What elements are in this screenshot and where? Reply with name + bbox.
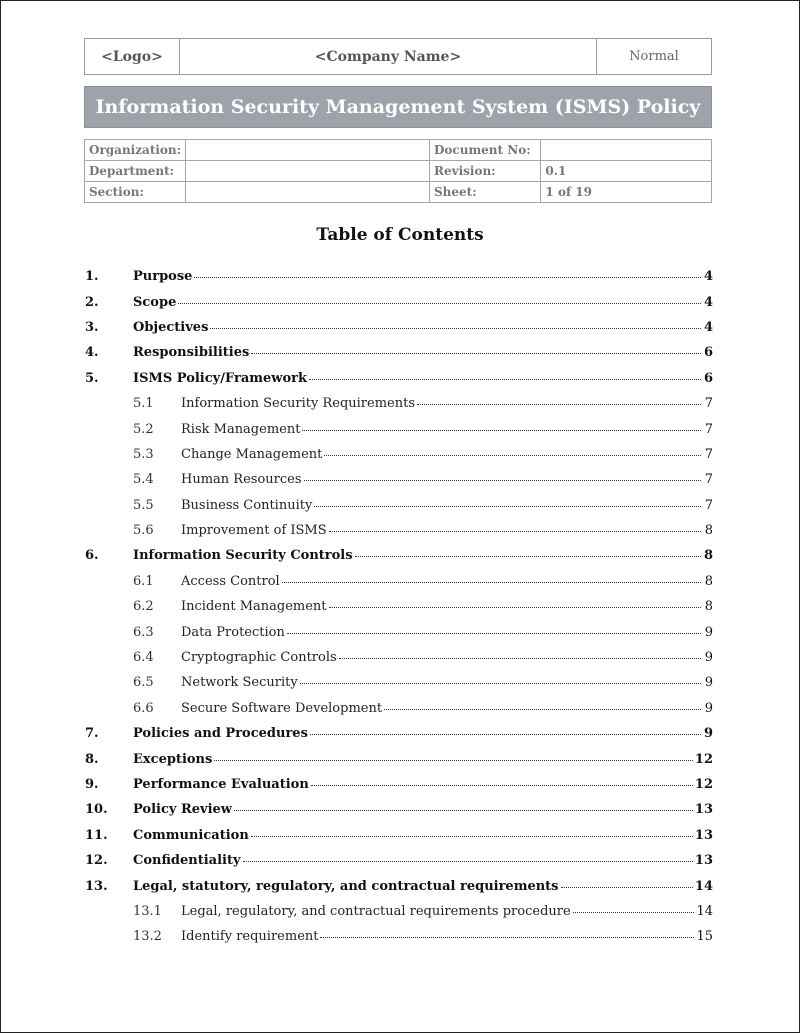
toc-entry[interactable]	[85, 746, 713, 771]
toc-dot-leader	[302, 420, 701, 431]
toc-entry[interactable]	[85, 772, 713, 797]
toc-entry-page[interactable]: 9	[704, 675, 713, 691]
toc-entry-line	[181, 396, 713, 411]
toc-entry-title[interactable]: Policy Review	[133, 802, 232, 818]
toc-entry[interactable]	[85, 493, 713, 518]
toc-entry[interactable]	[85, 619, 713, 644]
toc-entry-number: 2.	[85, 294, 99, 310]
toc-entry-line	[181, 929, 713, 944]
toc-entry-page[interactable]: 8	[704, 523, 713, 539]
toc-entry-line	[181, 701, 713, 716]
toc-entry-line	[181, 523, 713, 538]
toc-entry-line	[181, 472, 713, 487]
toc-entry[interactable]	[85, 797, 713, 822]
toc-entry-title[interactable]: Cryptographic Controls	[181, 650, 337, 666]
toc-entry-title[interactable]: Policies and Procedures	[133, 726, 308, 742]
toc-entry-page[interactable]: 4	[703, 294, 713, 310]
toc-entry[interactable]	[85, 366, 713, 391]
toc-entry-page[interactable]: 13	[694, 827, 713, 843]
toc-entry[interactable]	[85, 442, 713, 467]
toc-entry-title[interactable]: Responsibilities	[133, 345, 250, 361]
department-value	[186, 161, 430, 182]
toc-entry[interactable]	[85, 569, 713, 594]
toc-entry-title[interactable]: Objectives	[133, 319, 209, 335]
toc-entry-page[interactable]: 8	[703, 548, 713, 564]
toc-entry-page[interactable]: 6	[703, 345, 713, 361]
document-info-table	[84, 139, 712, 203]
toc-entry[interactable]	[85, 848, 713, 873]
toc-entry-page[interactable]: 9	[704, 650, 713, 666]
toc-entry[interactable]	[85, 670, 713, 695]
toc-entry-title[interactable]: Performance Evaluation	[133, 777, 309, 792]
toc-entry-line	[133, 295, 713, 310]
header-table	[84, 38, 712, 75]
toc-entry-line	[133, 752, 713, 767]
toc-entry-number: 5.4	[133, 472, 154, 488]
toc-entry-line	[181, 422, 713, 437]
classification-label: Normal	[629, 49, 679, 64]
toc-entry-title[interactable]: Exceptions	[133, 751, 213, 767]
toc-entry-title[interactable]: Confidentiality	[133, 853, 241, 869]
toc-entry-number: 12.	[85, 853, 108, 869]
toc-entry-line	[133, 879, 713, 894]
toc-entry-number: 13.1	[133, 903, 162, 919]
toc-entry-line	[133, 371, 713, 386]
toc-entry-number: 6.6	[133, 700, 154, 716]
toc-entry-number: 5.1	[133, 396, 154, 412]
toc-dot-leader	[329, 521, 701, 532]
toc-entry-number: 9.	[85, 777, 99, 792]
toc-entry-number: 5.6	[133, 523, 154, 539]
toc-entry-number: 5.3	[133, 446, 154, 462]
info-row	[85, 161, 712, 182]
toc-entry-title[interactable]: Risk Management	[181, 421, 301, 437]
section-value	[186, 182, 430, 203]
toc-entry-page[interactable]: 13	[694, 853, 713, 869]
toc-entry-page[interactable]: 7	[704, 421, 713, 437]
toc-dot-leader	[384, 699, 701, 710]
toc-entry[interactable]	[85, 289, 713, 314]
toc-entry-page[interactable]: 6	[703, 370, 713, 386]
toc-entry-page[interactable]: 4	[703, 269, 713, 285]
toc-entry-line	[133, 802, 713, 817]
toc-entry-page[interactable]: 15	[696, 929, 713, 945]
toc-entry-line	[133, 269, 713, 284]
toc-dot-leader	[329, 597, 701, 608]
toc-entry-number: 11.	[85, 827, 108, 843]
toc-dot-leader	[324, 445, 701, 456]
toc-entry-number: 3.	[85, 319, 99, 335]
toc-entry-page[interactable]: 4	[703, 319, 713, 335]
company-name: <Company Name>	[180, 39, 597, 74]
toc-dot-leader	[314, 496, 701, 507]
toc-entry-title[interactable]: Legal, regulatory, and contractual requirements procedure	[181, 903, 571, 919]
toc-entry-page[interactable]: 12	[694, 751, 713, 767]
toc-entry[interactable]	[85, 315, 713, 340]
organization-label: Organization:	[85, 140, 186, 161]
toc-entry-page[interactable]: 9	[704, 700, 713, 716]
toc-entry-number: 6.4	[133, 650, 154, 666]
toc-entry[interactable]	[85, 264, 713, 289]
toc-entry-line	[133, 345, 713, 360]
toc-entry-page[interactable]: 14	[694, 878, 713, 894]
toc-entry[interactable]	[85, 467, 713, 492]
toc-entry-line	[181, 904, 713, 919]
toc-dot-leader	[251, 826, 693, 837]
toc-entry-title[interactable]: Communication	[133, 827, 249, 843]
toc-entry-line	[181, 574, 713, 589]
toc-dot-leader	[287, 623, 701, 634]
toc-dot-leader	[417, 394, 701, 405]
toc-entry-page[interactable]: 7	[704, 472, 713, 488]
toc-dot-leader	[561, 877, 693, 888]
section-label: Section:	[85, 182, 186, 203]
toc-entry-line	[133, 548, 713, 563]
toc-entry-title[interactable]: Scope	[133, 294, 177, 310]
toc-dot-leader	[320, 927, 694, 938]
toc-entry-page[interactable]: 7	[704, 396, 713, 412]
document-no-label: Document No:	[430, 140, 541, 161]
toc-entry-page[interactable]: 8	[704, 599, 713, 615]
toc-entry[interactable]	[85, 340, 713, 365]
toc-entry-page[interactable]: 9	[703, 726, 713, 742]
department-label: Department:	[85, 161, 186, 182]
toc-entry-line	[181, 447, 713, 462]
toc-entry-number: 6.1	[133, 573, 154, 589]
toc-entry-line	[181, 599, 713, 614]
toc-entry[interactable]	[85, 416, 713, 441]
toc-entry-title[interactable]: Change Management	[181, 446, 323, 462]
toc-entry[interactable]	[85, 696, 713, 721]
toc-entry-title[interactable]: Purpose	[133, 269, 193, 285]
revision-label: Revision:	[430, 161, 541, 182]
organization-value	[186, 140, 430, 161]
info-row	[85, 182, 712, 203]
toc-entry-title[interactable]: Human Resources	[181, 472, 302, 488]
toc-entry[interactable]	[85, 721, 713, 746]
toc-entry-page[interactable]: 9	[704, 624, 713, 640]
toc-dot-leader	[251, 343, 701, 354]
toc-dot-leader	[573, 902, 695, 913]
table-of-contents	[85, 264, 713, 950]
toc-entry-line	[133, 777, 713, 792]
document-no-value	[541, 140, 712, 161]
toc-entry-page[interactable]: 12	[694, 777, 713, 792]
toc-dot-leader	[300, 673, 701, 684]
toc-entry-title[interactable]: Legal, statutory, regulatory, and contractual requirements	[133, 878, 559, 894]
toc-entry[interactable]	[85, 924, 713, 949]
toc-entry-number: 8.	[85, 751, 99, 767]
toc-entry-number: 6.	[85, 548, 99, 564]
toc-entry-title[interactable]: Information Security Controls	[133, 548, 353, 564]
toc-entry-title[interactable]: Incident Management	[181, 599, 327, 615]
toc-entry[interactable]	[85, 645, 713, 670]
toc-dot-leader	[304, 470, 701, 481]
toc-entry-number: 5.5	[133, 497, 154, 513]
toc-heading: Table of Contents	[316, 225, 484, 245]
toc-dot-leader	[311, 775, 693, 786]
revision-value: 0.1	[541, 161, 712, 182]
toc-dot-leader	[194, 267, 701, 278]
toc-entry-page[interactable]: 7	[704, 497, 713, 513]
toc-entry-number: 6.3	[133, 624, 154, 640]
toc-entry-number: 13.2	[133, 929, 162, 945]
toc-entry-title[interactable]: ISMS Policy/Framework	[133, 370, 307, 386]
toc-dot-leader	[282, 572, 701, 583]
toc-entry-title[interactable]: Business Continuity	[181, 497, 313, 513]
toc-entry[interactable]	[85, 518, 713, 543]
toc-dot-leader	[214, 750, 693, 761]
sheet-label: Sheet:	[430, 182, 541, 203]
toc-dot-leader	[310, 724, 701, 735]
toc-entry-number: 10.	[85, 802, 108, 818]
toc-entry[interactable]	[85, 823, 713, 848]
document-title: Information Security Management System (ISMS) Policy	[84, 86, 712, 128]
toc-dot-leader	[309, 369, 701, 380]
toc-entry[interactable]	[85, 873, 713, 898]
toc-entry-number: 1.	[85, 269, 99, 285]
toc-entry-title[interactable]: Information Security Requirements	[181, 396, 416, 412]
toc-entry-line	[133, 853, 713, 868]
toc-entry-number: 4.	[85, 345, 99, 361]
toc-entry-number: 13.	[85, 878, 108, 894]
toc-entry-number: 6.2	[133, 599, 154, 615]
toc-dot-leader	[210, 318, 701, 329]
toc-entry-number: 7.	[85, 726, 99, 742]
toc-entry-line	[133, 828, 713, 843]
logo-placeholder: <Logo>	[85, 39, 180, 74]
toc-dot-leader	[234, 800, 693, 811]
toc-dot-leader	[178, 293, 701, 304]
toc-dot-leader	[243, 851, 693, 862]
toc-entry-page[interactable]: 13	[694, 802, 713, 818]
toc-entry-title[interactable]: Data Protection	[181, 624, 285, 640]
toc-entry-line	[181, 675, 713, 690]
toc-entry-title[interactable]: Secure Software Development	[181, 700, 383, 716]
info-row	[85, 140, 712, 161]
toc-dot-leader	[355, 546, 701, 557]
toc-entry-number: 6.5	[133, 675, 154, 691]
toc-entry-page[interactable]: 7	[704, 446, 713, 462]
toc-entry-page[interactable]: 8	[704, 573, 713, 589]
toc-entry-title[interactable]: Access Control	[181, 573, 280, 589]
toc-entry[interactable]	[85, 543, 713, 568]
toc-entry[interactable]	[85, 594, 713, 619]
toc-entry-title[interactable]: Improvement of ISMS	[181, 523, 327, 539]
sheet-value: 1 of 19	[541, 182, 712, 203]
toc-entry-line	[181, 498, 713, 513]
toc-entry-number: 5.2	[133, 421, 154, 437]
toc-entry-line	[181, 625, 713, 640]
toc-entry-title[interactable]: Network Security	[181, 675, 298, 691]
toc-entry-line	[133, 726, 713, 741]
toc-entry-line	[181, 650, 713, 665]
toc-entry-number: 5.	[85, 370, 99, 386]
toc-entry[interactable]	[85, 391, 713, 416]
toc-entry-title[interactable]: Identify requirement	[181, 929, 319, 945]
toc-entry-line	[133, 320, 713, 335]
toc-dot-leader	[339, 648, 701, 659]
toc-entry-page[interactable]: 14	[696, 903, 713, 919]
toc-entry[interactable]	[85, 899, 713, 924]
